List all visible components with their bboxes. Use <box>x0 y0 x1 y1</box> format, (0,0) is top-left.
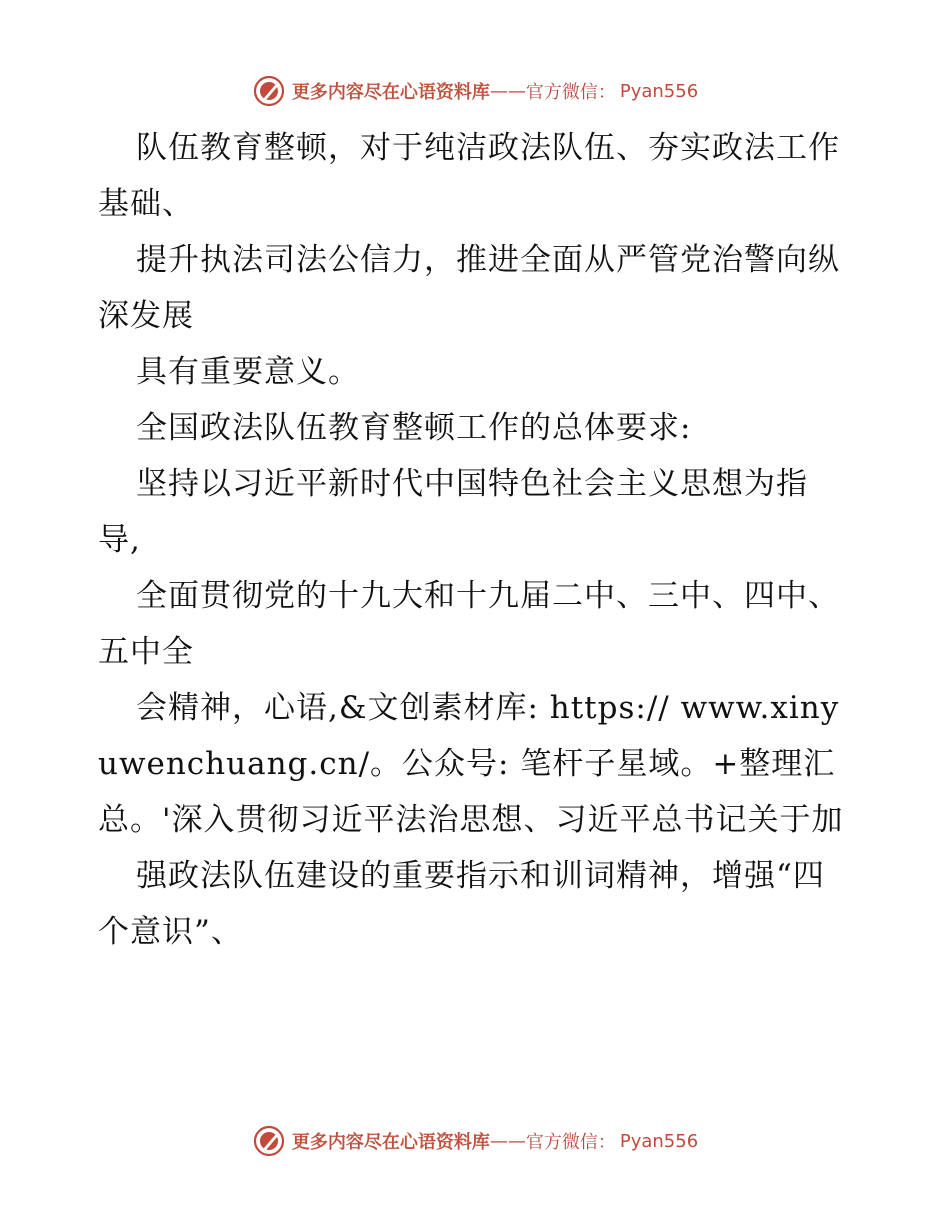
header-wechat-id: Pyan556 <box>619 80 699 102</box>
pen-logo-icon <box>252 1124 286 1158</box>
paragraph-5: 坚持以习近平新时代中国特色社会主义思想为指导, <box>98 466 808 558</box>
pen-logo-icon <box>252 74 286 108</box>
page-header <box>0 71 950 111</box>
paragraph-2: 提升执法司法公信力，推进全面从严管党治警向纵深发展 <box>98 242 840 334</box>
paragraph-4: 全国政法队伍教育整顿工作的总体要求: <box>136 410 692 446</box>
header-brand-text: 更多内容尽在心语资料库 <box>291 82 490 103</box>
footer-brand-text: 更多内容尽在心语资料库 <box>291 1132 490 1153</box>
paragraph-8: 强政法队伍建设的重要指示和训词精神，增强“四个意识”、 <box>98 858 825 950</box>
header-dash: —— <box>489 80 526 102</box>
paragraph-6: 全面贯彻党的十九大和十九届二中、三中、四中、五中全 <box>98 578 840 670</box>
paragraph-1: 队伍教育整顿，对于纯洁政法队伍、夯实政法工作基础、 <box>98 130 840 222</box>
header-wechat-label: 官方微信： <box>525 82 616 103</box>
header-banner <box>252 74 698 108</box>
footer-dash: —— <box>489 1130 526 1152</box>
footer-wechat-id: Pyan556 <box>619 1130 699 1152</box>
footer-banner <box>252 1124 698 1158</box>
document-body <box>98 120 850 960</box>
paragraph-3: 具有重要意义。 <box>136 354 360 390</box>
paragraph-7: 会精神，心语,&文创素材库: https:// www.xinyuwenchuang.cn/。公众号: 笔杆子星域。+整理汇总。'深入贯彻习近平法治思想、习近平总书记关于加 <box>98 690 844 838</box>
page-footer <box>0 1121 950 1161</box>
footer-wechat-label: 官方微信： <box>525 1132 616 1153</box>
